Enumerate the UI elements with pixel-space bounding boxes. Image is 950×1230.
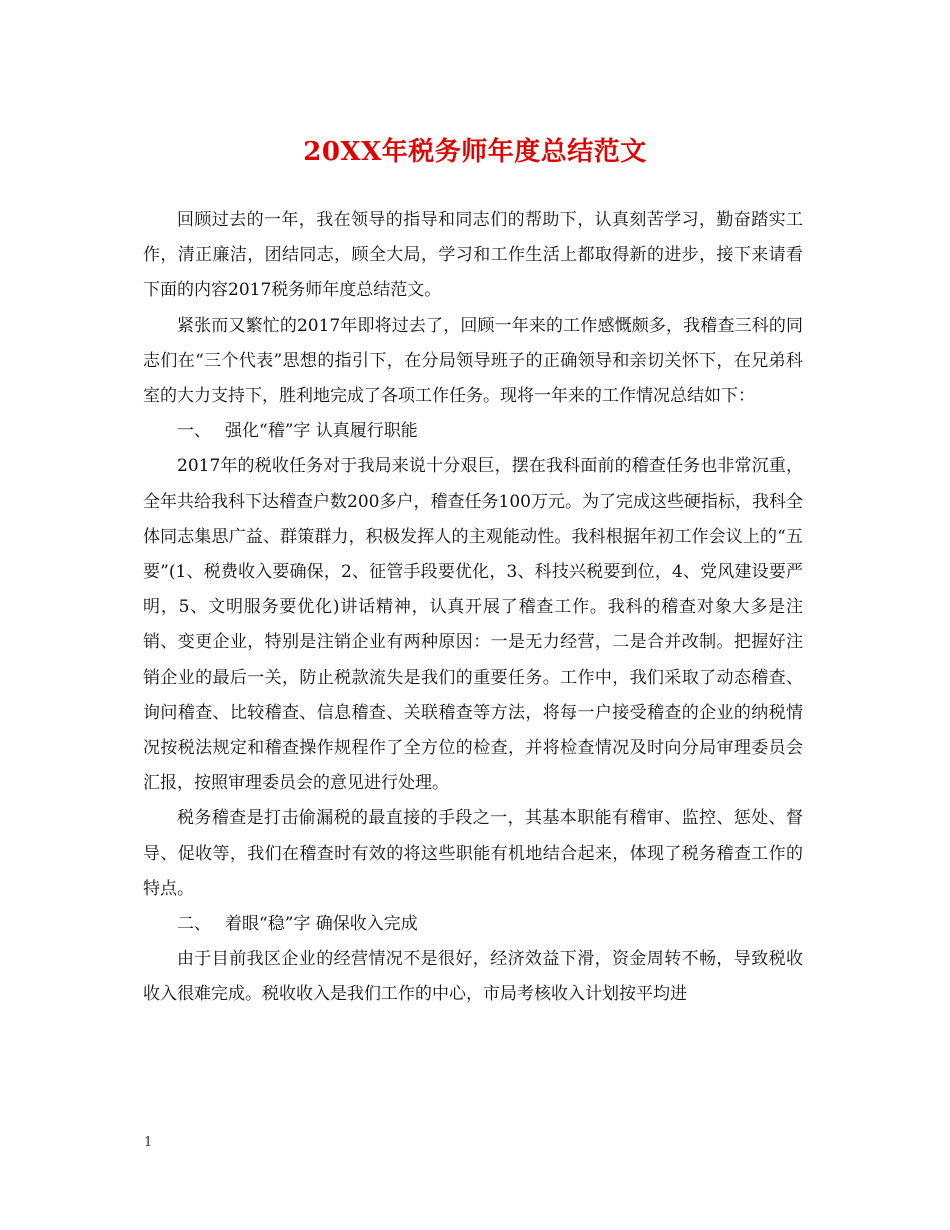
section-heading-1 <box>143 414 803 449</box>
document-body <box>143 203 803 1013</box>
document-title: 20XX年税务师年度总结范文 <box>303 137 647 167</box>
paragraph-overview: 紧张而又繁忙的2017年即将过去了，回顾一年来的工作感慨颇多，我稽查三科的同志们在“三个代表”思想的指引下，在分局领导班子的正确领导和亲切关怀下，在兄弟科室的大力支持下，胜利地完成了各项工作任务。现将一年来的工作情况总结如下： <box>143 315 803 407</box>
paragraph-revenue: 由于目前我区企业的经营情况不是很好，经济效益下滑，资金周转不畅，导致税收收入很难完成。税收收入是我们工作的中心，市局考核收入计划按平均进 <box>143 949 803 1005</box>
paragraph-inspection-role: 税务稽查是打击偷漏税的最直接的手段之一，其基本职能有稽审、监控、惩处、督导、促收等，我们在稽查时有效的将这些职能有机地结合起来，体现了税务稽查工作的特点。 <box>143 808 803 899</box>
section-heading-2-number: 二、 <box>177 914 211 935</box>
section-heading-1-text: 强化“稽”字 认真履行职能 <box>225 421 418 442</box>
paragraph-intro: 回顾过去的一年，我在领导的指导和同志们的帮助下，认真刻苦学习，勤奋踏实工作，清正廉洁，团结同志，顾全大局，学习和工作生活上都取得新的进步，接下来请看下面的内容2017税务师年度总结范文。 <box>143 210 803 301</box>
section-heading-2 <box>143 907 803 942</box>
section-heading-2-text: 着眼“稳”字 确保收入完成 <box>225 914 418 935</box>
paragraph-tax-task: 2017年的税收任务对于我局来说十分艰巨，摆在我科面前的稽查任务也非常沉重，全年共给我科下达稽查户数200多户，稽查任务100万元。为了完成这些硬指标，我科全体同志集思广益、群策群力，积极发挥人的主观能动性。我科根据年初工作会议上的“五要”(1、税费收入要确保，2、征管手段要优化，3、科技兴税要到位，4、党风建设要严明，5、文明服务要优化)讲话精神，认真开展了稽查工作。我科的稽查对象大多是注销、变更企业，特别是注销企业有两种原因：一是无力经营，二是合并改制。把握好注销企业的最后一关，防止税款流失是我们的重要任务。工作中，我们采取了动态稽查、询问稽查、比较稽查、信息稽查、关联稽查等方法，将每一户接受稽查的企业的纳税情况按税法规定和稽查操作规程作了全方位的检查，并将检查情况及时向分局审理委员会汇报，按照审理委员会的意见进行处理。 <box>143 456 803 794</box>
page-number: 1 <box>144 1135 153 1150</box>
section-heading-1-number: 一、 <box>177 421 211 442</box>
